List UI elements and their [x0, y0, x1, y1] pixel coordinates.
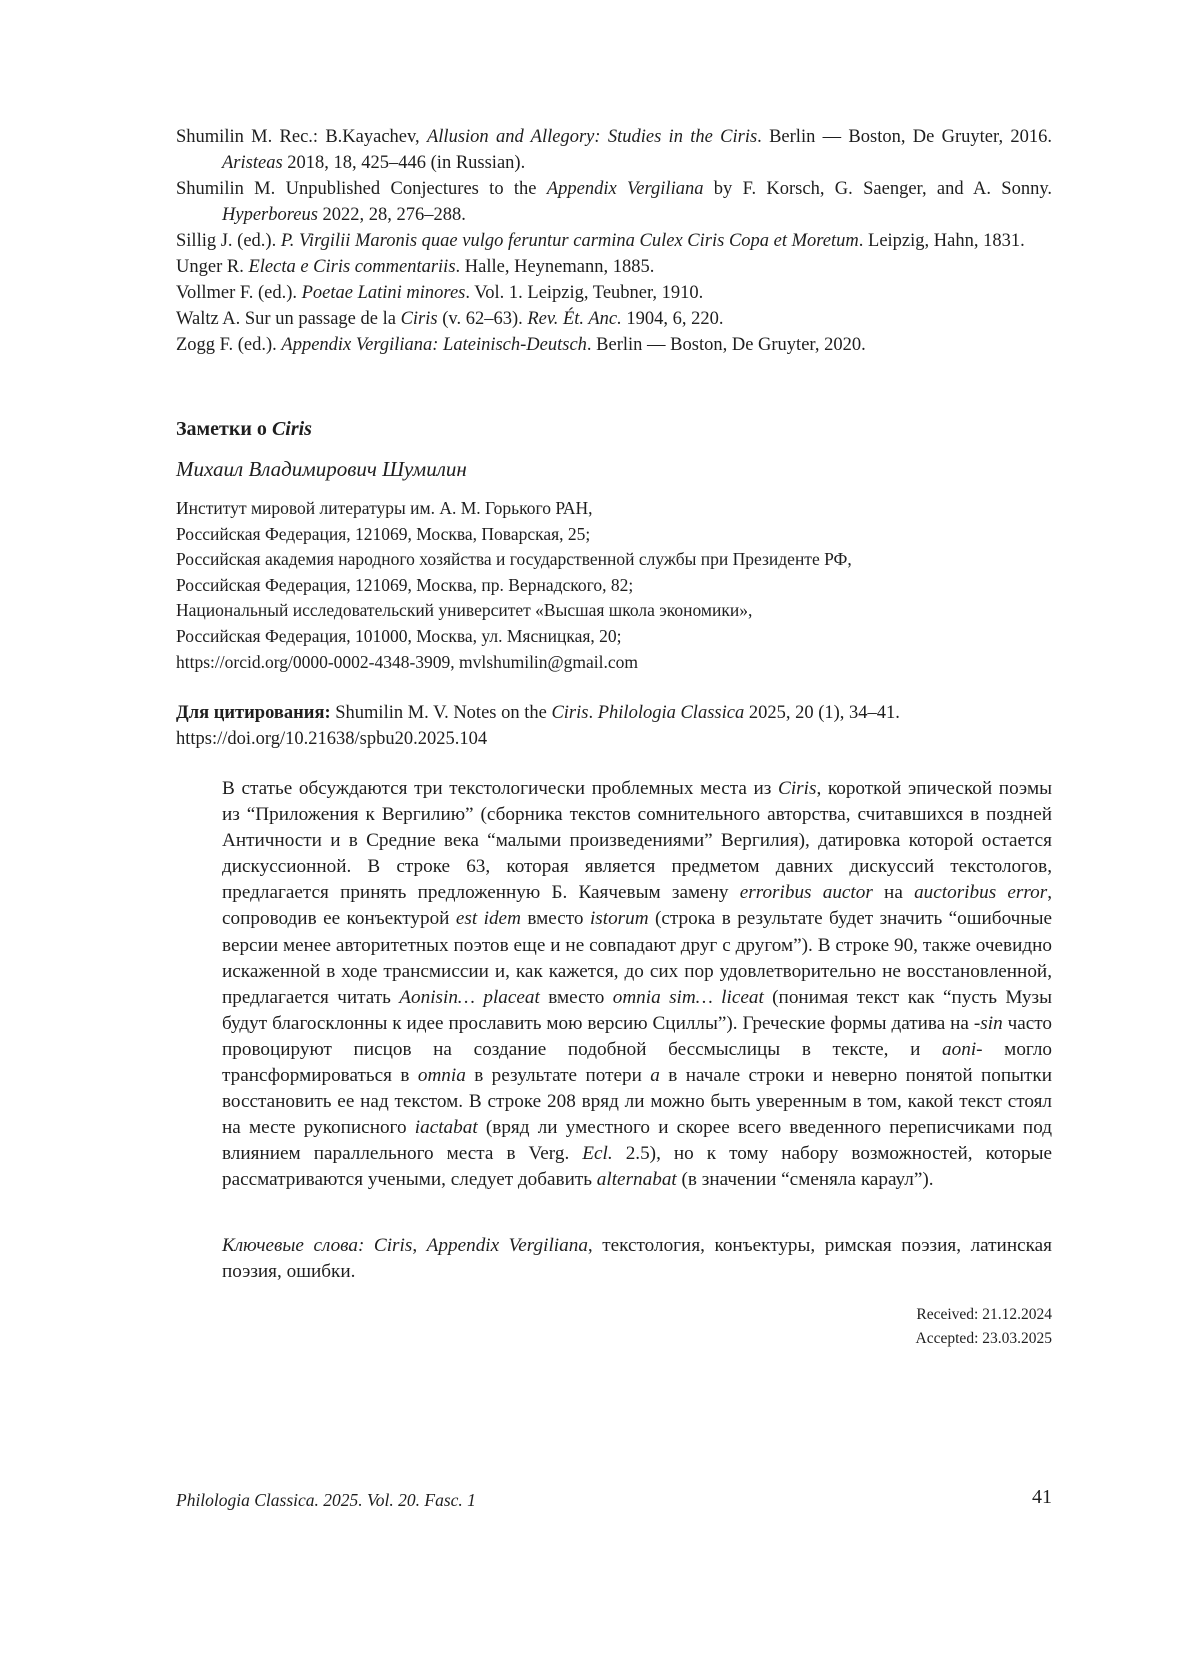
text-run: (v. 62–63). [437, 309, 528, 329]
text-run: P. Virgilii Maronis quae vulgo feruntur carmina Culex Ciris Copa et Moretum [280, 231, 859, 251]
text-run: Sillig J. (ed.). [176, 231, 281, 251]
text-run: вместо [539, 986, 613, 1008]
text-run: Vollmer F. (ed.). [176, 283, 302, 303]
reference-item [176, 280, 1052, 306]
text-run: Electa e Ciris commentariis [248, 257, 456, 277]
text-run: часто провоцируют писцов на создание подобной бессмыслицы в тексте, и [222, 1012, 1052, 1060]
text-run: . Berlin — Boston, De Gruyter, 2016. [757, 127, 1052, 147]
text-run: , [412, 1235, 427, 1256]
reference-item [176, 254, 1052, 280]
text-run: Ciris [373, 1235, 413, 1256]
text-run: . Berlin — Boston, De Gruyter, 2020. [586, 335, 866, 355]
received-date: Received: 21.12.2024 [916, 1306, 1052, 1323]
text-run: , короткой эпической поэмы из “Приложения к Вергилию” (сборника текстов сомнительного авторства, считавшихся в поздней Античности и в Средние века “малыми произведениями” Вергилия), датировка которой остается дискуссионной. В строке 63, которая является предметом давних дискуссий текстологов, предлагается принять предложенную Б. Каячевым замену [222, 778, 1053, 904]
abstract [222, 776, 1052, 1194]
affiliation-line: Институт мировой литературы им. А. М. Горького РАН, [176, 498, 593, 518]
text-run: вместо [520, 908, 590, 930]
text-run: 2.5), но к тому набору возможностей, которые рассматриваются учеными, следует добавить [222, 1143, 1053, 1191]
text-run: Hyperboreus [222, 205, 318, 225]
text-run: . [588, 703, 598, 723]
text-run: Ciris [551, 703, 589, 723]
text-run: Waltz A. Sur un passage de la [176, 309, 401, 329]
affiliation-line: Российская академия народного хозяйства и государственной службы при Президенте РФ, [176, 549, 852, 570]
text-run: Zogg F. (ed.). [176, 335, 282, 355]
text-run: aoni- [942, 1038, 983, 1060]
reference-item [176, 306, 1052, 332]
article-title-prefix: Заметки о [176, 418, 272, 440]
author-name: Михаил Владимирович Шумилин [176, 457, 467, 481]
text-run: Aristeas [222, 153, 283, 173]
text-run: Shumilin M. V. Notes on the [330, 703, 552, 723]
affiliation-line: Российская Федерация, 101000, Москва, ул. Мясницкая, 20; [176, 625, 622, 646]
affiliations [176, 496, 1052, 675]
text-run: auctoribus error [914, 882, 1048, 904]
text-run: Philologia Classica [597, 703, 745, 723]
text-run: в результате потери [465, 1065, 651, 1087]
accepted-date: Accepted: 23.03.2025 [915, 1330, 1052, 1347]
text-run: Appendix Vergiliana: Lateinisch-Deutsch [281, 335, 587, 355]
text-run: В статье обсуждаются три текстологически проблемных места из [222, 778, 779, 799]
text-run: Allusion and Allegory: Studies in the Ciris [426, 127, 758, 147]
text-run: Poetae Latini minores [301, 283, 466, 303]
text-run: omnia sim… liceat [612, 986, 764, 1008]
footer-journal: Philologia Classica. 2025. Vol. 20. Fasc. 1 [176, 1490, 476, 1510]
text-run: Unger R. [176, 257, 249, 277]
text-run: 1904, 6, 220. [621, 309, 724, 329]
text-run: (вряд ли уместного и скорее всего введенного переписчиками под влиянием параллельного места в Verg. [222, 1117, 1052, 1165]
text-run: Shumilin M. Rec.: B.Kayachev, [176, 127, 427, 147]
text-run: Rev. Ét. Anc. [527, 309, 622, 329]
reference-item [176, 228, 1052, 254]
reference-item [176, 124, 1052, 176]
text-run: 2025, 20 (1), 34–41. https://doi.org/10.21638/spbu20.2025.104 [176, 703, 900, 749]
text-run: Shumilin M. Unpublished Conjectures to the [176, 179, 547, 199]
text-run: , сопроводив ее конъектурой [222, 882, 1052, 930]
affiliation-line: Национальный исследовательский университет «Высшая школа экономики», [176, 600, 753, 621]
text-run: iactabat [414, 1117, 478, 1139]
citation [176, 700, 1052, 752]
text-run: -sin [973, 1012, 1003, 1034]
text-run: . Halle, Heynemann, 1885. [455, 257, 655, 277]
article-title [176, 418, 312, 441]
page-number: 41 [1032, 1486, 1052, 1508]
text-run: (строка в результате будет значить “ошибочные версии менее авторитетных поэтов еще и не совпадают друг с другом”). В строке 90, также очевидно искаженной в ходе трансмиссии и, как кажется, до сих пор удовлетворительно не восстановленной, предлагается читать [222, 908, 1052, 1008]
text-run: Ciris [400, 309, 438, 329]
text-run: alternabat [596, 1169, 677, 1191]
text-run: , текстология, конъектуры, римская поэзия, латинская поэзия, ошибки. [222, 1235, 1052, 1283]
text-run: на [872, 882, 915, 904]
text-run: . Leipzig, Hahn, 1831. [858, 231, 1025, 251]
reference-item [176, 176, 1052, 228]
text-run: могло трансформироваться в [222, 1038, 1052, 1087]
text-run: est idem [455, 908, 521, 930]
text-run: by F. Korsch, G. Saenger, and A. Sonny. [703, 179, 1052, 199]
text-run: 2018, 18, 425–446 (in Russian). [282, 153, 526, 173]
affiliation-line: Российская Федерация, 121069, Москва, пр. Вернадского, 82; [176, 574, 634, 595]
keywords [222, 1233, 1052, 1285]
text-run: Ciris [778, 778, 817, 799]
text-run: Ключевые слова: [222, 1235, 374, 1256]
text-run: Aonisin… placeat [399, 986, 540, 1008]
affiliation-line: Российская Федерация, 121069, Москва, Поварская, 25; [176, 523, 591, 544]
text-run: Appendix Vergiliana [426, 1235, 588, 1256]
dates [916, 1303, 1052, 1351]
text-run: a [650, 1065, 660, 1087]
affiliation-line: https://orcid.org/0000-0002-4348-3909, mvlshumilin@gmail.com [176, 651, 639, 672]
text-run: в начале строки и неверно понятой попытки восстановить ее над текстом. В строке 208 вряд ли можно быть уверенным в том, какой текст стоял на месте рукописного [222, 1065, 1052, 1139]
article-title-italic: Ciris [271, 418, 312, 440]
text-run: (понимая текст как “пусть Музы будут благосклонны к идее прославить мою версию Сциллы”). Греческие формы датива на [222, 986, 1052, 1034]
text-run: Ecl. [582, 1143, 613, 1165]
text-run: Appendix Vergiliana [546, 179, 704, 199]
reference-list [176, 124, 1052, 358]
text-run: (в значении “сменяла караул”). [676, 1169, 934, 1191]
reference-item [176, 332, 1052, 358]
text-run: istorum [589, 908, 649, 930]
text-run: erroribus auctor [739, 882, 873, 904]
text-run: . Vol. 1. Leipzig, Teubner, 1910. [465, 283, 704, 303]
text-run: 2022, 28, 276–288. [317, 205, 466, 225]
text-run: Для цитирования: [176, 703, 331, 723]
text-run: omnia [417, 1065, 466, 1087]
